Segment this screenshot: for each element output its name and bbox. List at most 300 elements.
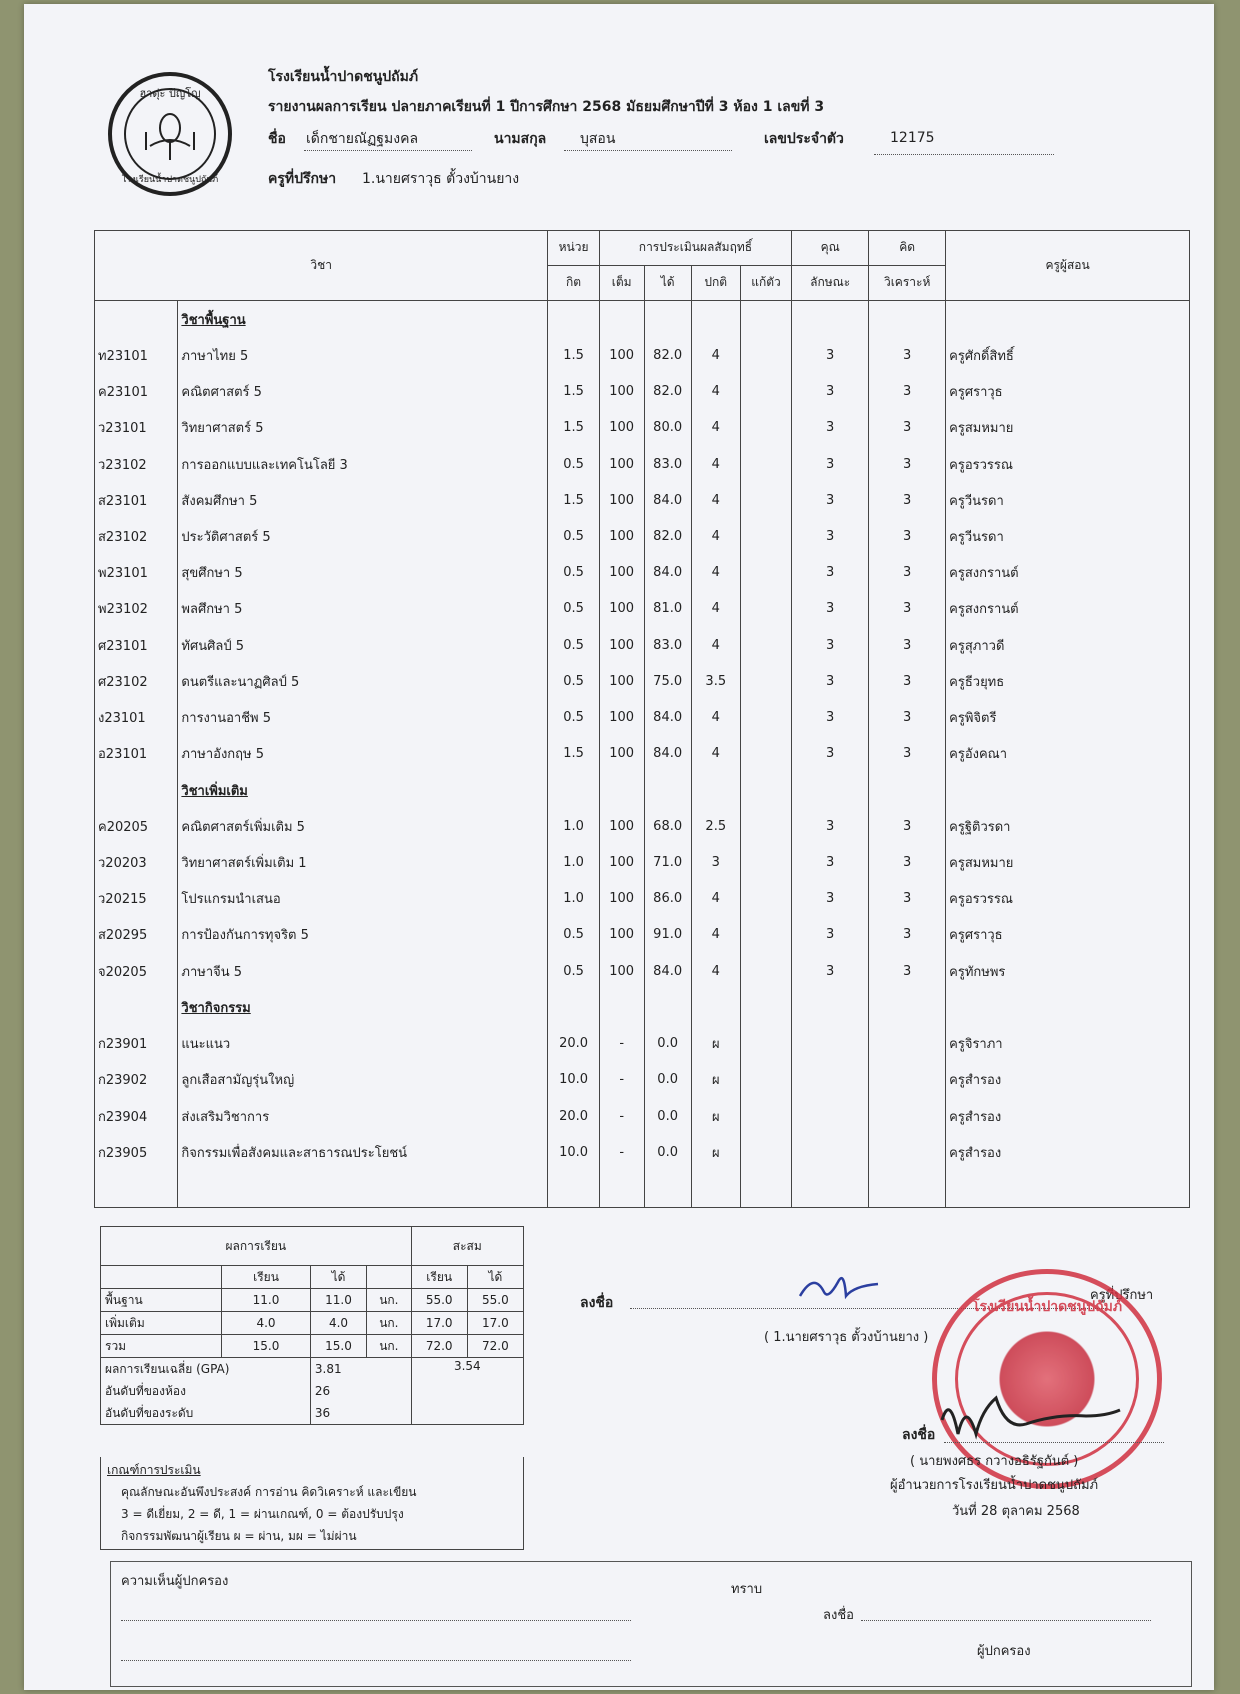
summary-accum-got-label: ได้: [467, 1266, 523, 1289]
subject-char: 3: [792, 482, 869, 518]
subject-row: [95, 555, 1190, 591]
subject-name: การงานอาชีพ 5: [178, 699, 548, 735]
subject-teacher: ครูศักดิ์สิทธิ์: [946, 337, 1190, 373]
summary-accum-study-label: เรียน: [411, 1266, 467, 1289]
subject-credit: 0.5: [548, 917, 599, 953]
subject-teacher: ครูธีวยุทธ: [946, 663, 1190, 699]
student-name: เด็กชายณัฏฐมงคล: [306, 131, 419, 147]
header-assessment: การประเมินผลสัมฤทธิ์: [599, 231, 791, 266]
grades-table: [94, 230, 1190, 1208]
subject-char: [792, 1025, 869, 1061]
subject-char: 3: [792, 699, 869, 735]
advisor-sign-label: ลงชื่อ: [580, 1295, 614, 1311]
subject-char: 3: [792, 374, 869, 410]
subject-code: ส23102: [95, 518, 178, 554]
summary-body: [101, 1289, 524, 1358]
report-date: วันที่ 28 ตุลาคม 2568: [952, 1504, 1080, 1519]
subject-remedial: [740, 410, 791, 446]
subject-full: 100: [599, 482, 644, 518]
header-character-2: ลักษณะ: [792, 265, 869, 300]
subject-think: [869, 1025, 946, 1061]
subject-teacher: ครูสงกรานต์: [946, 555, 1190, 591]
subject-char: 3: [792, 555, 869, 591]
summary-got: 11.0: [310, 1289, 366, 1312]
subject-teacher: ครูศราวุธ: [946, 374, 1190, 410]
subject-char: [792, 1098, 869, 1134]
subject-credit: 0.5: [548, 699, 599, 735]
subject-grade: 4: [691, 337, 740, 373]
summary-row: [101, 1289, 524, 1312]
summary-table: [100, 1226, 524, 1425]
subject-think: 3: [869, 627, 946, 663]
header-character-1: คุณ: [792, 231, 869, 266]
subject-teacher: ครูสมหมาย: [946, 844, 1190, 880]
subject-got: 84.0: [644, 555, 691, 591]
parent-role: ผู้ปกครอง: [977, 1644, 1031, 1659]
subject-remedial: [740, 1025, 791, 1061]
subject-teacher: ครูศราวุธ: [946, 917, 1190, 953]
section-title: วิชากิจกรรม: [178, 989, 548, 1025]
summary-study: 11.0: [222, 1289, 311, 1312]
subject-char: 3: [792, 591, 869, 627]
subject-row: [95, 1062, 1190, 1098]
subject-teacher: ครูสำรอง: [946, 1062, 1190, 1098]
parent-comment-line-1[interactable]: [121, 1620, 631, 1621]
summary-acc_study: 72.0: [411, 1335, 467, 1358]
subject-row: [95, 881, 1190, 917]
subject-teacher: ครูอรวรรณ: [946, 881, 1190, 917]
subject-code: ก23901: [95, 1025, 178, 1061]
student-name-label: ชื่อ: [268, 131, 286, 147]
subject-got: 71.0: [644, 844, 691, 880]
advisor-signature-icon: [794, 1266, 884, 1310]
subject-remedial: [740, 627, 791, 663]
summary-row: [101, 1312, 524, 1335]
subject-name: วิทยาศาสตร์เพิ่มเติม 1: [178, 844, 548, 880]
subject-got: 0.0: [644, 1134, 691, 1171]
subject-credit: 1.0: [548, 881, 599, 917]
parent-ack: ทราบ: [731, 1582, 763, 1597]
subject-grade: 4: [691, 446, 740, 482]
subject-got: 81.0: [644, 591, 691, 627]
subject-credit: 20.0: [548, 1098, 599, 1134]
subject-char: 3: [792, 337, 869, 373]
subject-think: 3: [869, 808, 946, 844]
header-teacher: ครูผู้สอน: [946, 231, 1190, 301]
student-id: 12175: [890, 130, 935, 146]
subject-think: 3: [869, 591, 946, 627]
subject-got: 0.0: [644, 1062, 691, 1098]
criteria-line-1: คุณลักษณะอันพึงประสงค์ การอ่าน คิดวิเคราะห์ และเขียน: [121, 1485, 417, 1499]
surname-label: นามสกุล: [494, 131, 547, 147]
summary-acc_study: 17.0: [411, 1312, 467, 1335]
subject-name: วิทยาศาสตร์ 5: [178, 410, 548, 446]
subject-code: ง23101: [95, 699, 178, 735]
header-thinking-1: คิด: [869, 231, 946, 266]
subject-full: 100: [599, 374, 644, 410]
subject-char: 3: [792, 844, 869, 880]
subject-remedial: [740, 1062, 791, 1098]
subject-name: ภาษาอังกฤษ 5: [178, 736, 548, 772]
subject-grade: 2.5: [691, 808, 740, 844]
summary-unit: นก.: [367, 1335, 412, 1358]
subject-grade: 3.5: [691, 663, 740, 699]
subject-teacher: ครูอังคณา: [946, 736, 1190, 772]
subject-name: การป้องกันการทุจริต 5: [178, 917, 548, 953]
table-header-row-1: [95, 231, 1190, 266]
summary-study-label: เรียน: [222, 1266, 311, 1289]
subject-credit: 1.5: [548, 374, 599, 410]
subject-grade: ผ: [691, 1062, 740, 1098]
subject-teacher: ครูจิราภา: [946, 1025, 1190, 1061]
subject-got: 82.0: [644, 374, 691, 410]
subject-credit: 1.5: [548, 337, 599, 373]
subject-full: 100: [599, 446, 644, 482]
subject-teacher: ครูสมหมาย: [946, 410, 1190, 446]
report-title: รายงานผลการเรียน ปลายภาคเรียนที่ 1 ปีการศึกษา 2568 มัธยมศึกษาปีที่ 3 ห้อง 1 เลขที่ 3: [268, 99, 825, 115]
parent-sign-line[interactable]: [861, 1620, 1151, 1621]
subject-teacher: ครูวีนรดา: [946, 518, 1190, 554]
subject-name: ส่งเสริมวิชาการ: [178, 1098, 548, 1134]
subject-credit: 1.5: [548, 482, 599, 518]
subject-remedial: [740, 663, 791, 699]
subject-char: 3: [792, 881, 869, 917]
section-header-row: [95, 989, 1190, 1025]
school-logo: [108, 72, 232, 196]
subject-row: [95, 736, 1190, 772]
subject-think: 3: [869, 881, 946, 917]
subject-full: 100: [599, 736, 644, 772]
subject-credit: 1.5: [548, 736, 599, 772]
subject-char: [792, 1062, 869, 1098]
subject-think: 3: [869, 374, 946, 410]
subject-code: ก23902: [95, 1062, 178, 1098]
subject-code: ค20205: [95, 808, 178, 844]
subject-think: 3: [869, 844, 946, 880]
subject-code: ก23904: [95, 1098, 178, 1134]
subject-got: 83.0: [644, 446, 691, 482]
subject-code: ค23101: [95, 374, 178, 410]
subject-credit: 10.0: [548, 1062, 599, 1098]
surname-dotted-line: [564, 150, 732, 151]
criteria-title: เกณฑ์การประเมิน: [107, 1463, 201, 1477]
subject-remedial: [740, 518, 791, 554]
subject-got: 84.0: [644, 736, 691, 772]
subject-row: [95, 518, 1190, 554]
subject-name: คณิตศาสตร์ 5: [178, 374, 548, 410]
summary-got-label: ได้: [310, 1266, 366, 1289]
subject-teacher: ครูสำรอง: [946, 1098, 1190, 1134]
advisor-sign-name: ( 1.นายศราวุธ ตั้วงบ้านยาง ): [764, 1330, 929, 1345]
section-title: วิชาพื้นฐาน: [178, 300, 548, 337]
subject-think: 3: [869, 518, 946, 554]
subject-full: -: [599, 1062, 644, 1098]
subject-char: 3: [792, 953, 869, 989]
subject-full: 100: [599, 844, 644, 880]
subject-remedial: [740, 881, 791, 917]
subject-grade: 4: [691, 410, 740, 446]
subject-name: โปรแกรมนำเสนอ: [178, 881, 548, 917]
subject-code: ศ23102: [95, 663, 178, 699]
subject-full: -: [599, 1098, 644, 1134]
director-signature-icon: [936, 1390, 1126, 1450]
subject-full: -: [599, 1025, 644, 1061]
student-id-label: เลขประจำตัว: [764, 131, 844, 147]
subject-credit: 0.5: [548, 953, 599, 989]
subject-row: [95, 627, 1190, 663]
school-name: โรงเรียนน้ำปาดชนูปถัมภ์: [268, 69, 419, 85]
subject-name: การออกแบบและเทคโนโลยี 3: [178, 446, 548, 482]
subject-think: 3: [869, 663, 946, 699]
subject-think: [869, 1134, 946, 1171]
subject-grade: 4: [691, 555, 740, 591]
subject-char: 3: [792, 627, 869, 663]
subject-think: 3: [869, 699, 946, 735]
subject-got: 86.0: [644, 881, 691, 917]
level-rank-value: 36: [310, 1402, 411, 1425]
subject-teacher: ครูอรวรรณ: [946, 446, 1190, 482]
subject-full: 100: [599, 627, 644, 663]
subject-name: พลศึกษา 5: [178, 591, 548, 627]
subject-full: 100: [599, 337, 644, 373]
subject-grade: 4: [691, 917, 740, 953]
class-rank-label: อันดับที่ของห้อง: [101, 1380, 311, 1402]
subject-full: -: [599, 1134, 644, 1171]
subject-got: 68.0: [644, 808, 691, 844]
subject-code: ว20215: [95, 881, 178, 917]
subject-full: 100: [599, 699, 644, 735]
subject-got: 82.0: [644, 518, 691, 554]
subject-remedial: [740, 1134, 791, 1171]
subject-name: ภาษาจีน 5: [178, 953, 548, 989]
subject-teacher: ครูทักษพร: [946, 953, 1190, 989]
id-dotted-line: [874, 154, 1054, 155]
gpa-label: ผลการเรียนเฉลี่ย (GPA): [101, 1358, 311, 1381]
subject-grade: ผ: [691, 1098, 740, 1134]
subject-name: ทัศนศิลป์ 5: [178, 627, 548, 663]
subject-row: [95, 1025, 1190, 1061]
subject-got: 82.0: [644, 337, 691, 373]
header-remedial: แก้ตัว: [740, 265, 791, 300]
summary-accum-label: สะสม: [411, 1227, 523, 1266]
subject-grade: 4: [691, 518, 740, 554]
summary-acc_got: 72.0: [467, 1335, 523, 1358]
subject-row: [95, 953, 1190, 989]
subject-got: 84.0: [644, 953, 691, 989]
subject-code: ส23101: [95, 482, 178, 518]
subject-teacher: ครูพิจิตรี: [946, 699, 1190, 735]
subject-got: 0.0: [644, 1098, 691, 1134]
advisor-label: ครูที่ปรึกษา: [268, 171, 337, 187]
subject-grade: 4: [691, 627, 740, 663]
subject-teacher: ครูสุภาวดี: [946, 627, 1190, 663]
subject-name: ประวัติศาสตร์ 5: [178, 518, 548, 554]
subject-full: 100: [599, 808, 644, 844]
subject-name: ภาษาไทย 5: [178, 337, 548, 373]
criteria-box: [100, 1457, 524, 1550]
summary-results-label: ผลการเรียน: [101, 1227, 412, 1266]
director-role: ผู้อำนวยการโรงเรียนน้ำปาดชนูปถัมภ์: [890, 1478, 1099, 1493]
subject-char: 3: [792, 518, 869, 554]
subject-full: 100: [599, 591, 644, 627]
subject-code: ว20203: [95, 844, 178, 880]
subject-full: 100: [599, 953, 644, 989]
summary-label: พื้นฐาน: [101, 1289, 222, 1312]
subject-name: ลูกเสือสามัญรุ่นใหญ่: [178, 1062, 548, 1098]
header-full: เต็ม: [599, 265, 644, 300]
subject-code: ว23101: [95, 410, 178, 446]
summary-acc_got: 55.0: [467, 1289, 523, 1312]
subject-got: 91.0: [644, 917, 691, 953]
subject-grade: 4: [691, 374, 740, 410]
subject-teacher: ครูฐิติวรดา: [946, 808, 1190, 844]
subject-code: ท23101: [95, 337, 178, 373]
class-rank-value: 26: [310, 1380, 411, 1402]
subject-credit: 0.5: [548, 555, 599, 591]
subject-remedial: [740, 374, 791, 410]
subject-got: 75.0: [644, 663, 691, 699]
report-card-paper: [24, 4, 1214, 1690]
subject-think: [869, 1062, 946, 1098]
subject-teacher: ครูสำรอง: [946, 1134, 1190, 1171]
header-credit-2: กิต: [548, 265, 599, 300]
subject-code: ส20295: [95, 917, 178, 953]
subject-row: [95, 374, 1190, 410]
subject-teacher: ครูสงกรานต์: [946, 591, 1190, 627]
subject-name: แนะแนว: [178, 1025, 548, 1061]
subject-credit: 20.0: [548, 1025, 599, 1061]
header-credit-1: หน่วย: [548, 231, 599, 266]
student-surname: บุสอน: [580, 131, 616, 147]
subject-grade: 4: [691, 482, 740, 518]
subject-name: สังคมศึกษา 5: [178, 482, 548, 518]
torch-icon: [142, 106, 198, 162]
summary-got: 15.0: [310, 1335, 366, 1358]
subject-think: 3: [869, 953, 946, 989]
subject-got: 84.0: [644, 482, 691, 518]
section-title: วิชาเพิ่มเติม: [178, 772, 548, 808]
subject-credit: 1.5: [548, 410, 599, 446]
subject-credit: 0.5: [548, 591, 599, 627]
subject-think: 3: [869, 482, 946, 518]
subject-row: [95, 446, 1190, 482]
subject-think: 3: [869, 736, 946, 772]
subject-name: สุขศึกษา 5: [178, 555, 548, 591]
subject-remedial: [740, 917, 791, 953]
subject-char: 3: [792, 446, 869, 482]
subject-row: [95, 699, 1190, 735]
subject-remedial: [740, 736, 791, 772]
gpa-value: 3.81: [310, 1358, 411, 1381]
advisor-role: ครูที่ปรึกษา: [1090, 1288, 1154, 1303]
subject-remedial: [740, 446, 791, 482]
parent-comment-label: ความเห็นผู้ปกครอง: [121, 1574, 229, 1589]
criteria-line-2: 3 = ดีเยี่ยม, 2 = ดี, 1 = ผ่านเกณฑ์, 0 = ต้องปรับปรุง: [121, 1507, 404, 1521]
summary-got: 4.0: [310, 1312, 366, 1335]
subject-grade: 4: [691, 736, 740, 772]
subject-grade: 4: [691, 953, 740, 989]
subject-name: คณิตศาสตร์เพิ่มเติม 5: [178, 808, 548, 844]
subject-remedial: [740, 482, 791, 518]
summary-label: เพิ่มเติม: [101, 1312, 222, 1335]
logo-school-name: โรงเรียนน้ำปาดชนูปถัมภ์: [121, 175, 219, 185]
director-sign-label: ลงชื่อ: [902, 1427, 936, 1443]
subject-think: 3: [869, 917, 946, 953]
subject-full: 100: [599, 917, 644, 953]
subject-remedial: [740, 844, 791, 880]
subject-remedial: [740, 591, 791, 627]
summary-unit: นก.: [367, 1312, 412, 1335]
subject-remedial: [740, 337, 791, 373]
subject-code: ศ23101: [95, 627, 178, 663]
grades-body: [95, 300, 1190, 1170]
header-thinking-2: วิเคราะห์: [869, 265, 946, 300]
parent-comment-line-2[interactable]: [121, 1660, 631, 1661]
subject-got: 84.0: [644, 699, 691, 735]
subject-char: 3: [792, 410, 869, 446]
subject-row: [95, 663, 1190, 699]
summary-unit: นก.: [367, 1289, 412, 1312]
subject-credit: 1.0: [548, 808, 599, 844]
subject-grade: 4: [691, 881, 740, 917]
subject-remedial: [740, 808, 791, 844]
logo-motto: ฮาตุ่ะ ปัญโญ: [139, 87, 201, 100]
criteria-line-3: กิจกรรมพัฒนาผู้เรียน ผ = ผ่าน, มผ = ไม่ผ่าน: [121, 1529, 357, 1543]
parent-sign-label: ลงชื่อ: [823, 1608, 854, 1623]
subject-name: กิจกรรมเพื่อสังคมและสาธารณประโยชน์: [178, 1134, 548, 1171]
header-normal: ปกติ: [691, 265, 740, 300]
subject-code: พ23102: [95, 591, 178, 627]
subject-row: [95, 917, 1190, 953]
subject-row: [95, 1098, 1190, 1134]
subject-char: 3: [792, 663, 869, 699]
subject-credit: 0.5: [548, 663, 599, 699]
subject-remedial: [740, 1098, 791, 1134]
subject-credit: 0.5: [548, 627, 599, 663]
subject-grade: 3: [691, 844, 740, 880]
subject-credit: 1.0: [548, 844, 599, 880]
subject-code: อ23101: [95, 736, 178, 772]
subject-got: 0.0: [644, 1025, 691, 1061]
subject-char: [792, 1134, 869, 1171]
gpa-accum-value: 3.54: [411, 1358, 523, 1425]
subject-got: 83.0: [644, 627, 691, 663]
subject-credit: 0.5: [548, 446, 599, 482]
subject-code: ก23905: [95, 1134, 178, 1171]
subject-row: [95, 482, 1190, 518]
header-subject: วิชา: [95, 231, 548, 301]
subject-code: พ23101: [95, 555, 178, 591]
subject-row: [95, 591, 1190, 627]
subject-grade: 4: [691, 591, 740, 627]
subject-teacher: ครูวีนรดา: [946, 482, 1190, 518]
summary-acc_got: 17.0: [467, 1312, 523, 1335]
subject-name: ดนตรีและนาฏศิลป์ 5: [178, 663, 548, 699]
table-filler-row: [95, 1171, 1190, 1208]
director-name: ( นายพงศธร กวางอธิรัฐกันต์ ): [910, 1454, 1079, 1469]
subject-full: 100: [599, 555, 644, 591]
header-got: ได้: [644, 265, 691, 300]
subject-remedial: [740, 953, 791, 989]
subject-row: [95, 844, 1190, 880]
subject-char: 3: [792, 808, 869, 844]
subject-think: 3: [869, 337, 946, 373]
subject-grade: ผ: [691, 1134, 740, 1171]
stamp-text: โรงเรียนน้ำปาดชนูปถัมภ์: [971, 1299, 1123, 1315]
summary-study: 4.0: [222, 1312, 311, 1335]
subject-think: 3: [869, 446, 946, 482]
subject-row: [95, 1134, 1190, 1171]
